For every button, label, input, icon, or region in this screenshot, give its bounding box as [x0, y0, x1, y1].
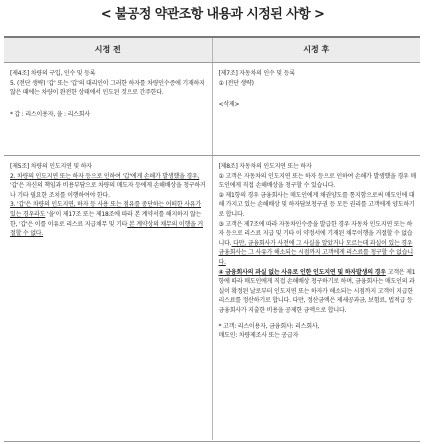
- table-header: [4, 38, 420, 63]
- article-heading: [제4조] 차량의 구입, 인수 및 등록: [10, 70, 96, 77]
- article-note: <삭제>: [218, 101, 240, 109]
- article-note: * 고객: 리스이용자, 금융회사: 리스회사,: [218, 322, 320, 330]
- clause-3-underlined-end: 본 계약상의 채무의 이행을 거절할 수 없다.: [10, 220, 203, 238]
- clause-3-text: ③ 고객은 제7조에 따라 자동차인수증을 발급한 경우 자동차 인도지연 또는 하자 등으로 리스료 지급 및 기타 이 약정서에 기재된 채무이행을 거절할 수 없습니다.: [218, 220, 413, 247]
- comparison-table: [4, 36, 420, 442]
- cell-before-article4: [4, 63, 212, 155]
- clause-3: [219, 220, 417, 268]
- page-title: < 불공정 약관조항 내용과 시정된 사항 >: [100, 7, 325, 22]
- article-heading: [제8조] 자동차의 인도지연 또는 하자: [218, 163, 312, 170]
- header-after: 시정 후: [212, 38, 421, 62]
- clause-3: [10, 200, 208, 238]
- clause-3-underlined: 3. '갑'은 차량의 인도지연, 하자 등 사용 또는 점유를 중단하는 어떠한 사유가 있는 경우라도: [10, 201, 201, 218]
- table-row: [4, 63, 420, 156]
- clause-4: [219, 268, 417, 316]
- clause-2-underlined: 2. 차량의 인도지연 또는 하자 등으로 인하여 '갑'에게 손해가 발생했을 경우,: [10, 172, 200, 180]
- article-body: ① (전단 생략): [218, 79, 254, 87]
- clause-3-text: '을'이 제17조 또는 제18조에 따라 본 계약서를 해지하지 않는 한, '갑'은 이를 이유로 리스료 지급채무 및 기타: [10, 210, 202, 228]
- article-note-2: 매도인: 차량제조사 또는 공급자: [218, 332, 299, 340]
- cell-after-article8: [212, 156, 421, 440]
- clause-2: [10, 172, 208, 201]
- article-heading: [제7조] 자동차의 인수 및 등록: [218, 70, 295, 77]
- article-note: * 갑 : 리스이용자, 을 : 리스회사: [10, 110, 90, 118]
- clause-2-text: '갑'은 자신의 책임과 비용부담으로 차량의 매도자 등에게 손해배상을 청구하거나 기타 필요한 조치를 이행하여야 한다.: [10, 182, 206, 199]
- clause-4-underlined: ④ 금융회사의 과실 없는 사유로 인한 인도지연 및 하자발생의 경우: [218, 268, 386, 276]
- article-body: 5. (전단 생략) '갑' 또는 '갑'의 대리인이 그러한 하자를 차량인수증에 기재하지 않은 때에는 차량이 완전한 상태에서 인도된 것으로 간주한다.: [10, 79, 205, 97]
- clause-3-underlined: 다만, 금융회사가 사전에 그 사실을 알았거나 모르는데 과실이 있는 경우 금융회사는 그 사유가 해소되는 시점까지 고객에게 리스료를 청구할 수 없습니다.: [218, 239, 413, 266]
- clause-2: ② 제1항의 경우 금융회사는 매도인에게 채권양도를 통지함으로써 매도인에 대해 가지고 있는 손해배상 및 하자담보청구권 등 모든 권리를 고객에게 양도하기로 합니다.: [218, 191, 415, 218]
- cell-after-article7: [212, 63, 421, 155]
- clause-1: ① 고객은 자동차의 인도지연 또는 하자 등으로 인하여 손해가 발생했을 경우 매도인에게 직접 손해배상을 청구할 수 있습니다.: [218, 172, 416, 190]
- article-heading: [제5조] 차량의 인도지연 및 하자: [10, 163, 92, 170]
- cell-before-article5: [4, 156, 212, 440]
- header-before: 시정 전: [94, 45, 121, 54]
- clause-4-text: 고객은 제1항에 따라 매도인에게 직접 손해배상 청구하기로 하며, 금융회사는 매도인의 과실이 확정된 날로부터 인도지연 또는 하자가 해소되는 시점까지 고객이 지급한 리스료를 정산하기로 합니다. 다만, 정산금액은 제세공과금, 보험료, 법적급 등 금융회사가 지출한 비용을 공제한 금액으로 합니다.: [218, 268, 416, 314]
- table-row: [4, 156, 420, 440]
